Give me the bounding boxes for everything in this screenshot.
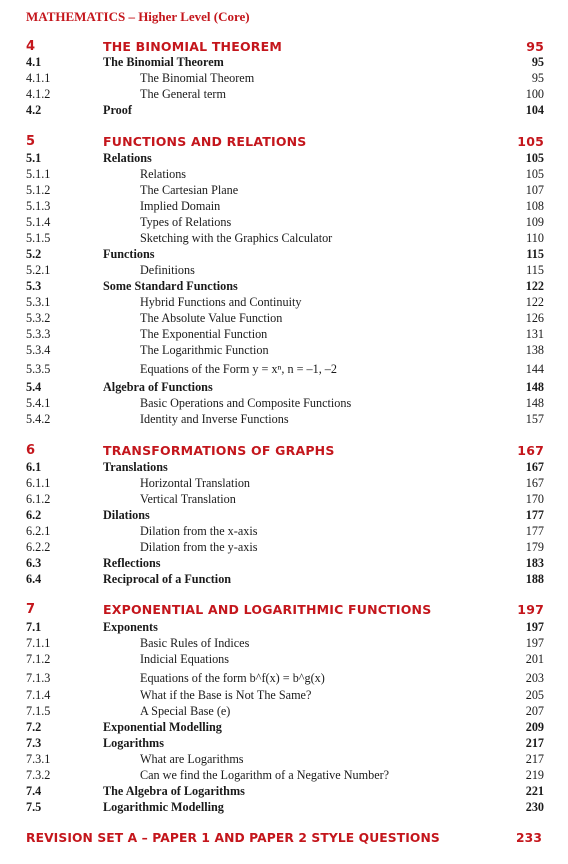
toc-title: Identity and Inverse Functions	[140, 412, 289, 426]
toc-title: Logarithms	[103, 736, 164, 750]
toc-chapter-row	[0, 602, 568, 617]
toc-subsection-row	[0, 524, 568, 539]
toc-page-number: 230	[525, 800, 544, 814]
toc-page-number: 100	[525, 87, 544, 101]
toc-page-number: 107	[525, 183, 544, 197]
toc-title: Reflections	[103, 556, 161, 570]
toc-title: Vertical Translation	[140, 492, 236, 506]
toc-page-number: 105	[517, 134, 544, 149]
toc-subsection-row	[0, 396, 568, 411]
toc-number: 7.2	[26, 720, 42, 734]
toc-title: Hybrid Functions and Continuity	[140, 295, 302, 309]
toc-number: 6.2	[26, 508, 42, 522]
toc-page-number: 144	[525, 362, 544, 376]
toc-title: Logarithmic Modelling	[103, 800, 224, 814]
toc-section-row	[0, 784, 568, 799]
toc-subsection-row	[0, 295, 568, 310]
toc-page-number: 115	[526, 247, 544, 261]
toc-page-number: 207	[525, 704, 544, 718]
toc-section-row	[0, 247, 568, 262]
toc-subsection-row	[0, 183, 568, 198]
toc-section-row	[0, 556, 568, 571]
toc-title: The General term	[140, 87, 226, 101]
toc-subsection-row	[0, 688, 568, 703]
toc-subsection-row	[0, 199, 568, 214]
toc-number: 6.1.1	[26, 476, 51, 490]
toc-title: The Algebra of Logarithms	[103, 784, 245, 798]
toc-section-row	[0, 55, 568, 70]
toc-page-number: 221	[525, 784, 544, 798]
toc-number: 6.4	[26, 572, 42, 586]
toc-subsection-row	[0, 492, 568, 507]
toc-title: The Cartesian Plane	[140, 183, 239, 197]
toc-subsection-row	[0, 636, 568, 651]
toc-number: 5.3.4	[26, 343, 51, 357]
toc-section-row	[0, 380, 568, 395]
toc-title: Horizontal Translation	[140, 476, 251, 490]
toc-subsection-row	[0, 71, 568, 86]
toc-title: Proof	[103, 103, 132, 117]
toc-chapter-row	[0, 39, 568, 54]
toc-title: EXPONENTIAL AND LOGARITHMIC FUNCTIONS	[103, 602, 432, 617]
toc-subsection-row	[0, 476, 568, 491]
toc-title: Basic Rules of Indices	[140, 636, 250, 650]
toc-page-number: 110	[526, 231, 544, 245]
toc-title: Equations of the Form y = xⁿ, n = –1, –2	[140, 362, 337, 376]
toc-subsection-row	[0, 652, 568, 667]
toc-page-number: 205	[525, 688, 544, 702]
toc-title: The Binomial Theorem	[103, 55, 224, 69]
toc-page-number: 105	[525, 167, 544, 181]
toc-page-number: 115	[526, 263, 544, 277]
toc-section-row	[0, 620, 568, 635]
toc-number: 5.1.3	[26, 199, 51, 213]
toc-page-number: 233	[516, 831, 542, 845]
toc-title: Exponential Modelling	[103, 720, 222, 734]
toc-title: The Absolute Value Function	[140, 311, 283, 325]
toc-page-number: 109	[525, 215, 544, 229]
toc-page-number: 95	[531, 55, 544, 69]
toc-number: 7.1.5	[26, 704, 51, 718]
toc-number: 5.3.5	[26, 362, 51, 376]
toc-title: The Exponential Function	[140, 327, 268, 341]
toc-number: 5.1.4	[26, 215, 51, 229]
toc-page-number: 148	[525, 396, 544, 410]
toc-page-number: 104	[525, 103, 544, 117]
toc-number: 6	[26, 443, 36, 458]
toc-page-number: 95	[531, 71, 544, 85]
toc-title: Basic Operations and Composite Functions	[140, 396, 352, 410]
toc-title: REVISION SET A – PAPER 1 AND PAPER 2 STYLE QUESTIONS	[26, 831, 440, 845]
toc-section-row	[0, 720, 568, 735]
toc-number: 7.3	[26, 736, 42, 750]
toc-title: Some Standard Functions	[103, 279, 238, 293]
toc-number: 5.1	[26, 151, 42, 165]
toc-title: A Special Base (e)	[140, 704, 231, 718]
toc-page-number: 131	[525, 327, 544, 341]
toc-page-number: 197	[525, 636, 544, 650]
toc-title: Types of Relations	[140, 215, 232, 229]
toc-number: 5.3.2	[26, 311, 51, 325]
toc-subsection-row	[0, 362, 568, 377]
toc-page-number: 126	[525, 311, 544, 325]
toc-title: The Binomial Theorem	[140, 71, 255, 85]
toc-page-number: 148	[525, 380, 544, 394]
toc-title: THE BINOMIAL THEOREM	[103, 39, 282, 54]
toc-subsection-row	[0, 87, 568, 102]
toc-title: The Logarithmic Function	[140, 343, 269, 357]
toc-section-row	[0, 460, 568, 475]
toc-title: FUNCTIONS AND RELATIONS	[103, 134, 307, 149]
toc-page-number: 201	[525, 652, 544, 666]
toc-page-number: 95	[526, 39, 544, 54]
toc-page-number: 183	[525, 556, 544, 570]
toc-title: Dilations	[103, 508, 150, 522]
toc-number: 4.2	[26, 103, 42, 117]
toc-title: Functions	[103, 247, 155, 261]
toc-page-number: 157	[525, 412, 544, 426]
toc-title: Equations of the form b^f(x) = b^g(x)	[140, 671, 325, 685]
toc-page-number: 188	[525, 572, 544, 586]
toc-subsection-row	[0, 412, 568, 427]
toc-title: TRANSFORMATIONS OF GRAPHS	[103, 443, 335, 458]
toc-section-row	[0, 151, 568, 166]
toc-page-number: 122	[525, 295, 544, 309]
toc-page-number: 217	[525, 736, 544, 750]
toc-chapter-row	[0, 134, 568, 149]
toc-title: What are Logarithms	[140, 752, 244, 766]
toc-page-number: 105	[525, 151, 544, 165]
toc-subsection-row	[0, 231, 568, 246]
toc-number: 7.1.2	[26, 652, 51, 666]
toc-subsection-row	[0, 343, 568, 358]
toc-number: 7.1.4	[26, 688, 51, 702]
toc-number: 5.4	[26, 380, 42, 394]
toc-number: 5.1.5	[26, 231, 51, 245]
toc-number: 4.1.2	[26, 87, 51, 101]
toc-title: Can we find the Logarithm of a Negative Number?	[140, 768, 390, 782]
toc-number: 6.2.2	[26, 540, 51, 554]
toc-page-number: 177	[525, 508, 544, 522]
toc-section-row	[0, 736, 568, 751]
toc-page-number: 203	[525, 671, 544, 685]
toc-section-row	[0, 279, 568, 294]
toc-number: 7.1.1	[26, 636, 51, 650]
toc-title: Relations	[103, 151, 152, 165]
toc-page-number: 170	[525, 492, 544, 506]
toc-number: 5.2	[26, 247, 42, 261]
toc-title: Algebra of Functions	[103, 380, 213, 394]
toc-title: Dilation from the y-axis	[140, 540, 258, 554]
toc-subsection-row	[0, 215, 568, 230]
toc-revision-row	[0, 831, 568, 846]
toc-title: Reciprocal of a Function	[103, 572, 232, 586]
toc-number: 7.1	[26, 620, 42, 634]
toc-section-row	[0, 103, 568, 118]
toc-number: 5	[26, 134, 36, 149]
toc-title: Translations	[103, 460, 168, 474]
toc-page-number: 167	[517, 443, 544, 458]
toc-number: 7.3.1	[26, 752, 51, 766]
toc-number: 7.1.3	[26, 671, 51, 685]
toc-title: Definitions	[140, 263, 195, 277]
toc-subsection-row	[0, 327, 568, 342]
toc-number: 7.4	[26, 784, 42, 798]
toc-title: Indicial Equations	[140, 652, 230, 666]
toc-number: 5.3	[26, 279, 42, 293]
toc-page-number: 209	[525, 720, 544, 734]
toc-subsection-row	[0, 311, 568, 326]
toc-subsection-row	[0, 768, 568, 783]
toc-section-row	[0, 508, 568, 523]
toc-section-row	[0, 572, 568, 587]
toc-number: 6.2.1	[26, 524, 51, 538]
running-header: MATHEMATICS – Higher Level (Core)	[26, 9, 250, 24]
toc-title: Exponents	[103, 620, 158, 634]
toc-page-number: 197	[525, 620, 544, 634]
toc-page-number: 167	[525, 460, 544, 474]
toc-subsection-row	[0, 167, 568, 182]
toc-page-number: 177	[525, 524, 544, 538]
toc-page-number: 108	[525, 199, 544, 213]
toc-page-number: 179	[525, 540, 544, 554]
toc-title: Relations	[140, 167, 187, 181]
toc-subsection-row	[0, 752, 568, 767]
toc-title: Dilation from the x-axis	[140, 524, 258, 538]
toc-title: Implied Domain	[140, 199, 221, 213]
toc-page-number: 197	[517, 602, 544, 617]
toc-number: 4.1	[26, 55, 42, 69]
toc-number: 5.1.1	[26, 167, 51, 181]
toc-number: 5.3.1	[26, 295, 51, 309]
toc-number: 7	[26, 602, 36, 617]
toc-subsection-row	[0, 704, 568, 719]
toc-number: 7.5	[26, 800, 42, 814]
toc-number: 5.1.2	[26, 183, 51, 197]
toc-number: 7.3.2	[26, 768, 51, 782]
toc-subsection-row	[0, 671, 568, 686]
toc-number: 6.3	[26, 556, 42, 570]
toc-page-number: 219	[525, 768, 544, 782]
toc-number: 6.1	[26, 460, 42, 474]
toc-number: 5.3.3	[26, 327, 51, 341]
toc-subsection-row	[0, 263, 568, 278]
toc-page-number: 217	[525, 752, 544, 766]
toc-page-number: 138	[525, 343, 544, 357]
toc-title: Sketching with the Graphics Calculator	[140, 231, 333, 245]
toc-number: 6.1.2	[26, 492, 51, 506]
toc-chapter-row	[0, 443, 568, 458]
toc-section-row	[0, 800, 568, 815]
toc-number: 5.4.2	[26, 412, 51, 426]
toc-page-number: 122	[525, 279, 544, 293]
toc-number: 5.4.1	[26, 396, 51, 410]
toc-subsection-row	[0, 540, 568, 555]
toc-number: 5.2.1	[26, 263, 51, 277]
toc-number: 4.1.1	[26, 71, 51, 85]
toc-number: 4	[26, 39, 36, 54]
toc-page-number: 167	[525, 476, 544, 490]
toc-title: What if the Base is Not The Same?	[140, 688, 312, 702]
